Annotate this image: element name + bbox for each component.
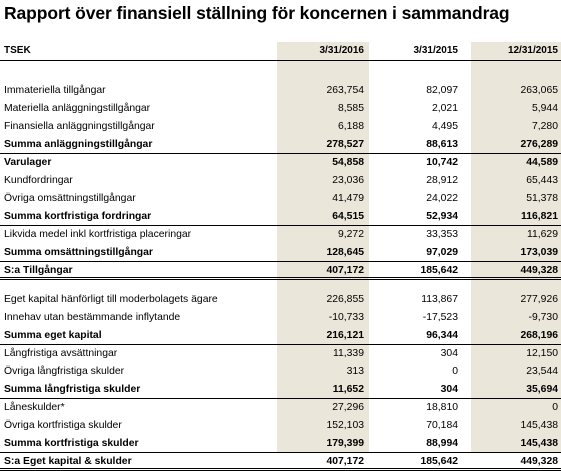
row-value-col-2: 113,867	[421, 294, 458, 305]
row-label: Summa eget kapital	[4, 330, 102, 341]
row-value-col-3: 51,378	[526, 193, 558, 204]
table-row	[0, 172, 561, 190]
row-value-col-3: 145,438	[520, 438, 558, 449]
header-label: TSEK	[4, 45, 31, 56]
row-value-col-3: 5,944	[531, 103, 558, 114]
row-label: Finansiella anläggningstillgångar	[4, 121, 155, 132]
row-label: Likvida medel inkl kortfristiga placeringar	[4, 229, 192, 240]
row-value-col-2: 96,344	[426, 330, 458, 341]
table-row	[0, 327, 561, 345]
row-value-col-1: 27,296	[332, 402, 364, 413]
row-label: Summa kortfristiga skulder	[4, 438, 139, 449]
row-label: S:a Tillgångar	[4, 265, 73, 276]
row-label: S:a Eget kapital & skulder	[4, 456, 132, 467]
row-value-col-2: 10,742	[426, 157, 458, 168]
row-value-col-3: 276,289	[520, 139, 558, 150]
row-label: Varulager	[4, 157, 52, 168]
row-value-col-3: 449,328	[520, 456, 558, 467]
balance-sheet-rows	[0, 82, 561, 471]
row-value-col-1: 128,645	[326, 247, 364, 258]
row-value-col-3: 173,039	[520, 247, 558, 258]
row-value-col-2: 304	[440, 348, 458, 359]
table-row	[0, 244, 561, 262]
row-value-col-2: 0	[452, 366, 458, 377]
row-value-col-3: 11,629	[526, 229, 558, 240]
row-value-col-3: 449,328	[520, 265, 558, 276]
header-col-2: 3/31/2015	[413, 45, 458, 56]
row-value-col-1: 23,036	[332, 175, 364, 186]
row-value-col-2: 4,495	[431, 121, 458, 132]
table-row	[0, 262, 561, 280]
row-value-col-1: 313	[346, 366, 364, 377]
table-row	[0, 118, 561, 136]
table-row	[0, 417, 561, 435]
row-value-col-1: 11,339	[332, 348, 364, 359]
header-col-1: 3/31/2016	[319, 45, 364, 56]
row-label: Innehav utan bestämmande inflytande	[4, 312, 181, 323]
row-value-col-3: 35,694	[526, 384, 558, 395]
table-row	[0, 100, 561, 118]
row-label: Långfristiga avsättningar	[4, 348, 118, 359]
row-label: Övriga kortfristiga skulder	[4, 420, 122, 431]
row-value-col-1: 9,272	[337, 229, 364, 240]
row-value-col-2: 88,613	[426, 139, 458, 150]
row-value-col-1: 6,188	[337, 121, 364, 132]
row-value-col-2: 18,810	[426, 402, 458, 413]
row-value-col-1: 278,527	[326, 139, 364, 150]
row-value-col-2: 52,934	[426, 211, 458, 222]
row-value-col-2: 24,022	[426, 193, 458, 204]
table-row	[0, 435, 561, 453]
row-value-col-2: 97,029	[426, 247, 458, 258]
row-value-col-1: 54,858	[332, 157, 364, 168]
row-value-col-2: 304	[440, 384, 458, 395]
row-value-col-3: 116,821	[521, 211, 558, 222]
row-label: Summa långfristiga skulder	[4, 384, 141, 395]
row-value-col-1: 8,585	[337, 103, 364, 114]
report-title: Rapport över finansiell ställning för koncernen i sammandrag	[4, 3, 510, 23]
table-row	[0, 453, 561, 471]
row-value-col-2: -17,523	[422, 312, 458, 323]
row-value-col-1: 64,515	[332, 211, 364, 222]
table-row	[0, 381, 561, 399]
row-value-col-2: 88,994	[426, 438, 458, 449]
row-value-col-1: 216,121	[326, 330, 364, 341]
table-row	[0, 208, 561, 226]
row-value-col-3: 12,150	[526, 348, 558, 359]
table-row	[0, 226, 561, 244]
table-row	[0, 154, 561, 172]
row-value-col-3: 44,589	[526, 157, 558, 168]
row-label: Kundfordringar	[4, 175, 73, 186]
row-value-col-2: 185,642	[420, 265, 458, 276]
row-value-col-3: 65,443	[526, 175, 558, 186]
row-value-col-1: 263,754	[326, 85, 364, 96]
row-label: Eget kapital hänförligt till moderbolagets ägare	[4, 294, 218, 305]
row-label: Summa anläggningstillgångar	[4, 139, 153, 150]
row-value-col-1: 179,399	[326, 438, 364, 449]
row-label: Summa omsättningstillgångar	[4, 247, 153, 258]
section-gap	[0, 280, 561, 291]
table-row	[0, 291, 561, 309]
table-row	[0, 309, 561, 327]
row-value-col-1: 152,103	[326, 420, 364, 431]
row-value-col-3: -9,730	[528, 312, 558, 323]
row-value-col-1: 226,855	[326, 294, 364, 305]
row-label: Summa kortfristiga fordringar	[4, 211, 152, 222]
row-value-col-2: 82,097	[426, 85, 458, 96]
table-row	[0, 82, 561, 100]
row-value-col-2: 33,353	[426, 229, 458, 240]
row-label: Övriga omsättningstillgångar	[4, 193, 136, 204]
row-value-col-1: 11,652	[332, 384, 364, 395]
table-header	[0, 44, 561, 61]
table-row	[0, 345, 561, 363]
row-value-col-3: 145,438	[520, 420, 558, 431]
row-value-col-2: 185,642	[420, 456, 458, 467]
row-value-col-3: 277,926	[520, 294, 558, 305]
table-row	[0, 136, 561, 154]
row-value-col-3: 0	[552, 402, 558, 413]
table-row	[0, 399, 561, 417]
row-value-col-2: 28,912	[426, 175, 458, 186]
row-label: Materiella anläggningstillgångar	[4, 103, 151, 114]
row-value-col-1: -10,733	[328, 312, 364, 323]
row-value-col-3: 7,280	[531, 121, 558, 132]
row-value-col-2: 70,184	[426, 420, 458, 431]
row-label: Låneskulder*	[4, 402, 65, 413]
row-label: Immateriella tillgångar	[4, 85, 106, 96]
table-row	[0, 363, 561, 381]
row-value-col-3: 263,065	[520, 85, 558, 96]
row-value-col-3: 23,544	[526, 366, 558, 377]
row-value-col-1: 407,172	[326, 456, 364, 467]
row-value-col-2: 2,021	[431, 103, 458, 114]
row-value-col-1: 407,172	[326, 265, 364, 276]
header-col-3: 12/31/2015	[507, 45, 558, 56]
row-value-col-1: 41,479	[332, 193, 364, 204]
row-label: Övriga långfristiga skulder	[4, 366, 125, 377]
row-value-col-3: 268,196	[520, 330, 558, 341]
table-row	[0, 190, 561, 208]
